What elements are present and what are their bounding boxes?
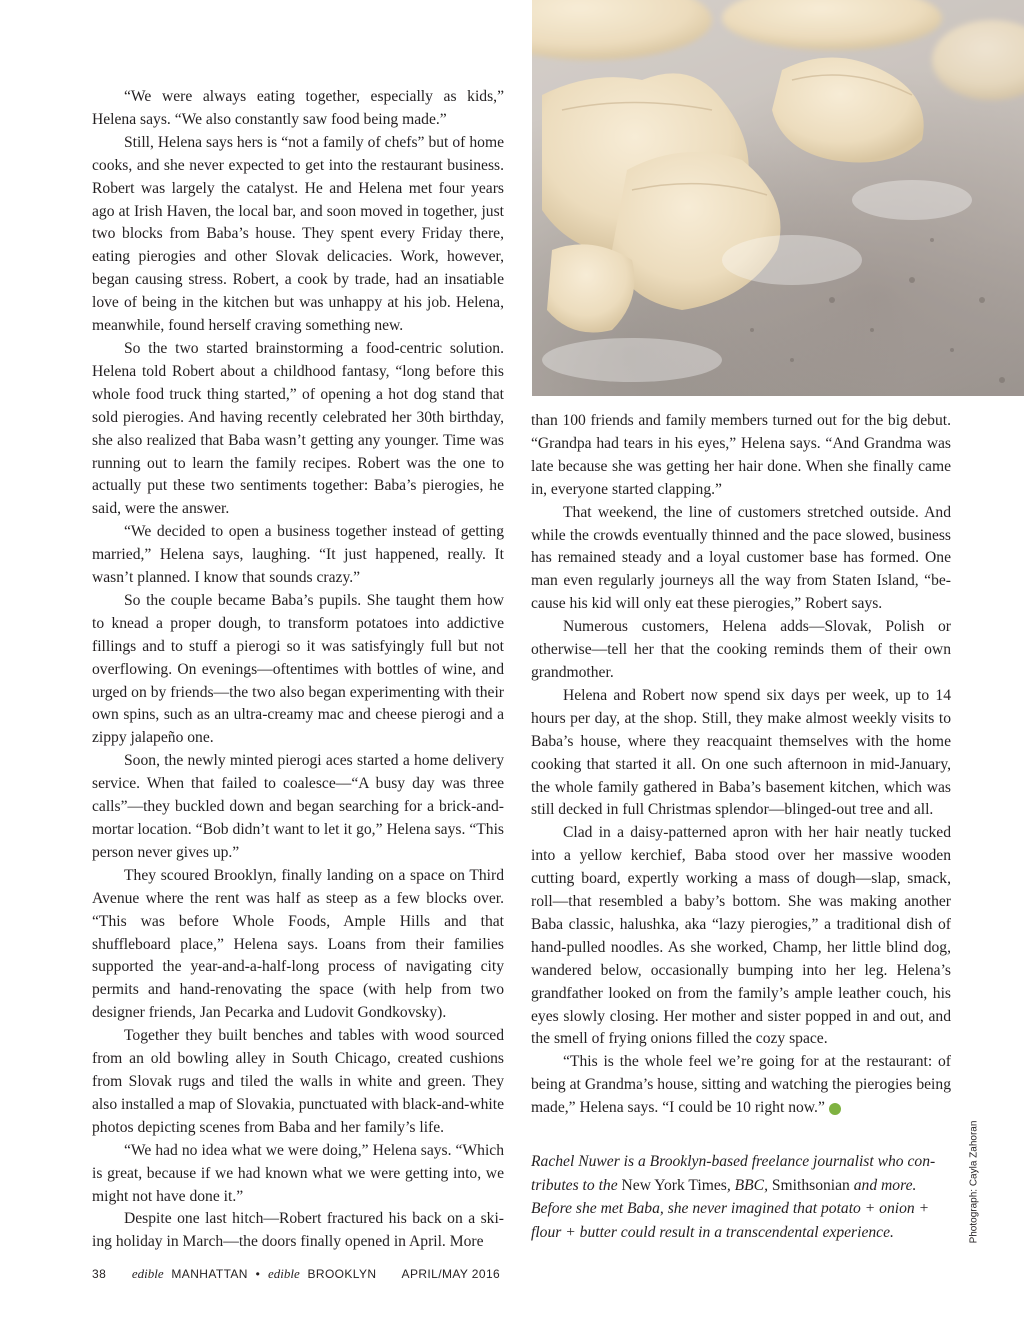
edible-wordmark: edible xyxy=(267,1266,300,1281)
paragraph: So the two started brainstorming a food-centric solution. Helena told Robert about a childhood fantasy, “long before this whole food truck thing started,” of opening a hot dog stand that sold pierogies. And having recently celebrated her 30th birthday, she also realized that Baba wasn’t getting any younger. Time was running out to learn the family recipes. Robert was the one to actually put these two sentiments together: Baba’s pierogies, he said, were the answer. xyxy=(92,339,504,518)
magazine-name: BROOKLYN xyxy=(307,1267,377,1281)
bio-publication: Smithsonian xyxy=(771,1176,850,1194)
article-right-column xyxy=(531,410,951,1120)
article-left-column xyxy=(92,86,504,1254)
paragraph: Soon, the newly minted pierogi aces started a home delivery service. When that failed to coalesce—“A busy day was three calls”—they buckled down and began searching for a brick-and-mortar location. “Bob didn’t want to let it go,” Helena says. “This person never gives up.” xyxy=(92,752,504,861)
paragraph: “We had no idea what we were doing,” Helena says. “Which is great, because if we had known what we were getting into, we might not have done it.” xyxy=(92,1141,504,1205)
page-number: 38 xyxy=(92,1267,107,1281)
bio-publication: New York Times xyxy=(621,1176,727,1194)
paragraph: “We were always eating together, especially as kids,” Helena says. “We also constantly saw food being made.” xyxy=(92,88,504,128)
bio-text: Rachel Nuwer is a Brooklyn-based freelance journalist who contributes to the xyxy=(531,1153,936,1194)
paragraph: Despite one last hitch—Robert fractured his back on a skiing holiday in March—the doors finally opened in April. More xyxy=(92,1210,504,1251)
final-text: “This is the whole feel we’re going for at the restaurant: of being at Grandma’s house, sitting and watching the pierogies being made,” Helena says. “I could be 10 right now.” xyxy=(531,1053,951,1117)
issue-date: APRIL/MAY 2016 xyxy=(401,1267,501,1281)
edible-end-mark-icon: e xyxy=(829,1103,841,1115)
paragraph: “We decided to open a business together instead of getting married,” Helena says, laughing. “It just happened, really. It wasn’t planned. I know that sounds crazy.” xyxy=(92,523,504,587)
paragraph: Numerous customers, Helena adds—Slovak, Polish or otherwise—tell her that the cooking reminds them of their own grandmother. xyxy=(531,618,951,681)
paragraph: Helena and Robert now spend six days per week, up to 14 hours per day, at the shop. Still, they make almost weekly visits to Baba’s house, where they reacquaint themselves with the home cooking that started it all. On one such afternoon in mid-January, the whole family gathered in Baba’s basement kitchen, which was still decked in full Christmas splendor—blinged-out tree and all. xyxy=(531,686,951,819)
pierogies-photo xyxy=(532,0,1024,396)
paragraph: Clad in a daisy-patterned apron with her hair neatly tucked into a yellow kerchief, Baba stood over her massive wooden cutting board, expertly working a mass of dough—slap, smack, roll—that resembled a baby’s bottom. She was making another Baba classic, halushka, aka “lazy pierogies,” a traditional dish of hand-pulled noodles. As she worked, Champ, her little blind dog, wandered below, occasionally bumping into her leg. Helena’s grandfather looked on from the family’s ample leather couch, his eyes slowly closing. Her mother and sister popped in and out, and the smell of frying onions filled the cozy space. xyxy=(531,824,951,1048)
photo-credit xyxy=(966,1122,982,1242)
photo-credit-text: Photograph: Cayla Zahoran xyxy=(968,1120,980,1244)
author-bio xyxy=(531,1150,951,1244)
paragraph: They scoured Brooklyn, finally landing on a space on Third Avenue where the rent was half as steep as a few blocks over. “This was before Whole Foods, Ample Hills and that shuffleboard place,” Helena says. Loans from their families supported the year-and-a-half-long process of navigating city permits and hand-renovating the space (with help from two designer friends, Jan Pecarka and Ludovit Gondkovsky). xyxy=(92,866,504,1022)
paragraph: So the couple became Baba’s pupils. She taught them how to knead a proper dough, to transform potatoes into addictive fillings and to stuff a pierogi so it was satisfyingly full but not overflowing. On evenings—oftentimes with bottles of wine, and urged on by friends—the two also began experimenting with their own spins, such as an ultra-creamy mac and cheese pierogi and a zippy jalapeño one. xyxy=(92,591,504,747)
magazine-name: MANHATTAN xyxy=(171,1267,248,1281)
bio-text: and more. Before she met Baba, she never imagined that potato + onion + flour + butter could result in a transcendental experience. xyxy=(531,1176,930,1241)
edible-wordmark: edible xyxy=(131,1266,164,1281)
page-footer xyxy=(92,1266,500,1284)
paragraph: Together they built benches and tables with wood sourced from an old bowling alley in South Chicago, created cushions from Slovak rugs and tiled the walls in white and green. They also installed a map of Slovakia, punctuated with black-and-white photos depicting scenes from Baba and her family’s life. xyxy=(92,1027,504,1136)
paragraph: than 100 friends and family members turned out for the big debut. “Grandpa had tears in his eyes,” Helena says. “And Grandma was late because she was getting her hair done. When she finally came in, everyone started clapping.” xyxy=(531,412,951,498)
paragraph: That weekend, the line of customers stretched outside. And while the crowds eventually thinned and the pace slowed, business has remained steady and a loyal customer base has formed. One man even regularly journeys all the way from Staten Island, “because his kid will only eat these pierogies,” Robert says. xyxy=(531,503,951,613)
paragraph: Still, Helena says hers is “not a family of chefs” but of home cooks, and she never expected to get into the restaurant business. Robert was largely the catalyst. He and Helena met four years ago at Irish Haven, the local bar, and soon moved in together, just two blocks from Baba’s house. They spent every Friday there, eating pierogies and other Slovak delicacies. Work, however, began causing stress. Robert, a cook by trade, had an insatiable love of being in the kitchen but was unhappy at his job. Helena, meanwhile, found herself craving something new. xyxy=(92,133,504,335)
bio-text: , BBC, xyxy=(726,1176,772,1194)
separator: • xyxy=(255,1267,261,1281)
paragraph-final xyxy=(531,1051,951,1120)
